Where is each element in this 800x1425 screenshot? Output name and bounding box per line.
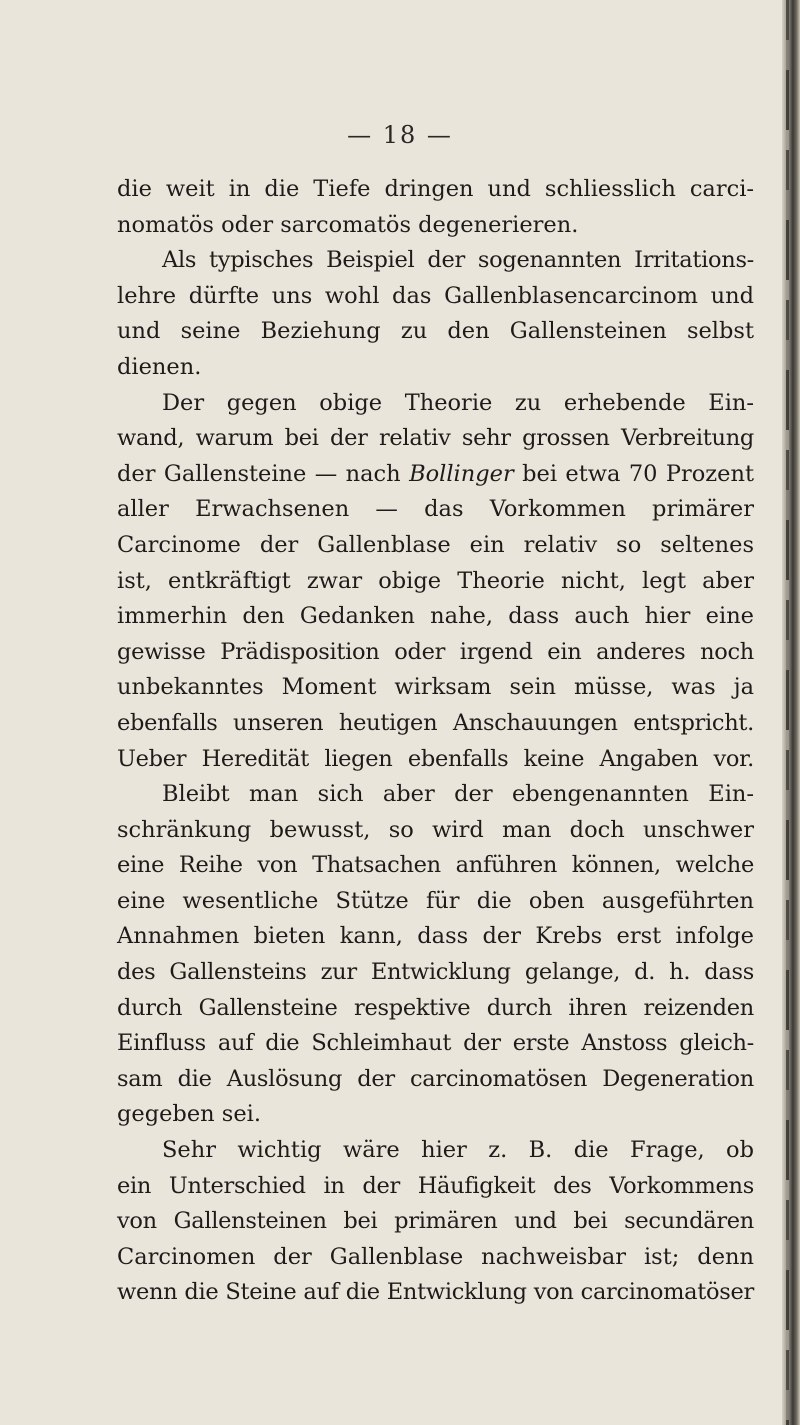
page-header: — 18 — bbox=[347, 121, 453, 149]
text-line: von Gallensteinen bei primären und bei secundären bbox=[117, 1208, 754, 1235]
text-line: und seine Beziehung zu den Gallensteinen selbst bbox=[117, 318, 754, 345]
author-name: Bollinger bbox=[409, 460, 514, 487]
text-line: Einfluss auf die Schleimhaut der erste Anstoss gleich- bbox=[117, 1030, 754, 1057]
text-line: eine wesentliche Stütze für die oben ausgeführten bbox=[117, 887, 754, 914]
text-segment: der Gallensteine — nach bbox=[117, 460, 410, 487]
text-line: immerhin den Gedanken nahe, dass auch hier eine bbox=[117, 603, 754, 630]
text-line: aller Erwachsenen — das Vorkommen primärer bbox=[117, 496, 754, 523]
text-line: Bleibt man sich aber der ebengenannten Ein- bbox=[162, 781, 754, 808]
text-line: sam die Auslösung der carcinomatösen Degeneration bbox=[117, 1065, 754, 1092]
text-line: Carcinome der Gallenblase ein relativ so seltenes bbox=[117, 531, 754, 558]
text-line: ebenfalls unseren heutigen Anschauungen entspricht. bbox=[117, 709, 754, 736]
text-line: durch Gallensteine respektive durch ihren reizenden bbox=[117, 994, 754, 1021]
body-text bbox=[117, 172, 754, 1311]
text-line: des Gallensteins zur Entwicklung gelange, d. h. dass bbox=[117, 959, 754, 986]
text-line: schränkung bewusst, so wird man doch unschwer bbox=[117, 816, 754, 843]
text-line: Der gegen obige Theorie zu erhebende Ein- bbox=[162, 389, 754, 416]
text-line: Carcinomen der Gallenblase nachweisbar ist; denn bbox=[117, 1243, 754, 1270]
text-line: wenn die Steine auf die Entwicklung von carcinomatöser bbox=[117, 1279, 754, 1306]
text-line: gegeben sei. bbox=[117, 1101, 262, 1128]
text-line: die weit in die Tiefe dringen und schliesslich carci- bbox=[117, 176, 754, 202]
text-line: nomatös oder sarcomatös degenerieren. bbox=[117, 211, 579, 238]
text-line: lehre dürfte uns wohl das Gallenblasencarcinom und bbox=[117, 282, 754, 309]
text-line-with-name bbox=[117, 457, 754, 493]
text-line: eine Reihe von Thatsachen anführen können, welche bbox=[117, 852, 754, 879]
text-line: ein Unterschied in der Häufigkeit des Vorkommens bbox=[117, 1172, 754, 1199]
text-line: Sehr wichtig wäre hier z. B. die Frage, ob bbox=[162, 1137, 754, 1164]
page-edge bbox=[782, 0, 800, 1425]
text-line: gewisse Prädisposition oder irgend ein anderes noch bbox=[117, 638, 754, 665]
text-line: Als typisches Beispiel der sogenannten Irritations- bbox=[162, 247, 754, 274]
text-segment: bei etwa 70 Prozent bbox=[513, 460, 755, 487]
text-line: wand, warum bei der relativ sehr grossen Verbreitung bbox=[117, 425, 754, 452]
text-line: Annahmen bieten kann, dass der Krebs erst infolge bbox=[117, 923, 754, 950]
text-line: Ueber Heredität liegen ebenfalls keine Angaben vor. bbox=[117, 745, 754, 772]
text-line: dienen. bbox=[117, 353, 202, 380]
text-line: unbekanntes Moment wirksam sein müsse, was ja bbox=[117, 674, 754, 701]
text-line: ist, entkräftigt zwar obige Theorie nicht, legt aber bbox=[117, 567, 754, 594]
